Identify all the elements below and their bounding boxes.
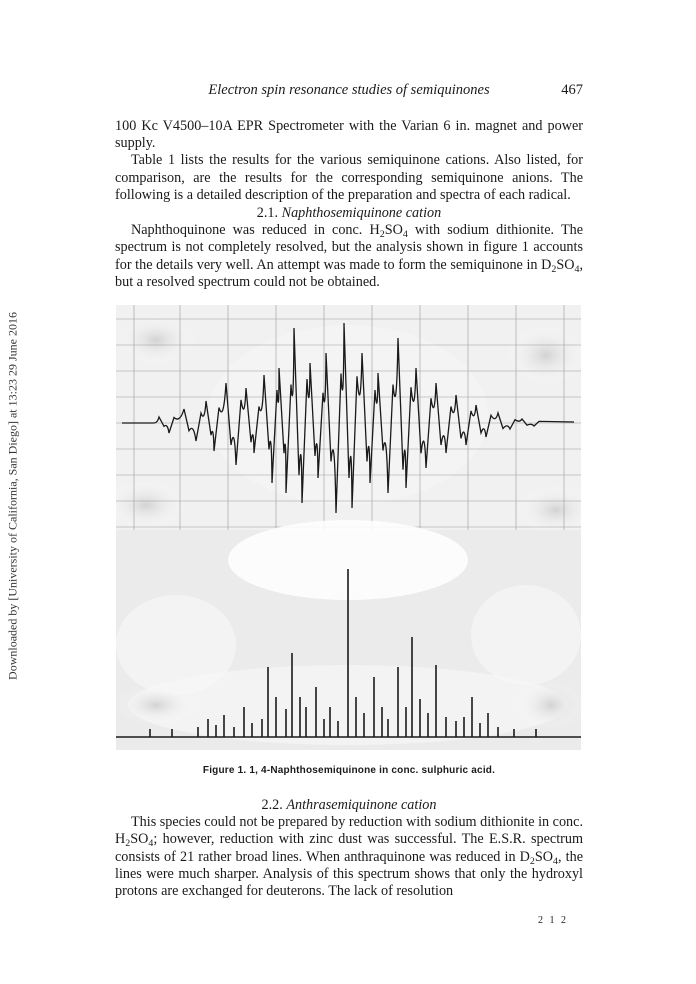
section-2-2-title: Anthrasemiquinone cation: [286, 797, 437, 813]
page-number: 467: [561, 82, 583, 98]
figure-1-graphic: [116, 305, 581, 750]
intro-block: [115, 118, 583, 204]
download-notice: [6, 286, 20, 706]
section-2-2-paragraph: This species could not be prepared by reduction with sodium dithionite in conc. $H_2SO_4$; however, reduction with zinc dust was successful. The E.S.R. spectrum consists of 21 rather broad lines. When anthraquinone was reduced in $D_2SO_4$, the lines were much sharper. Analysis of this spectrum shows that only the hydroxyl protons are exchanged for deuterons. The lack of resolution: [115, 814, 583, 900]
section-2-2-number: 2.2.: [261, 797, 283, 813]
section-2-1-paragraph: Naphthoquinone was reduced in conc. $H_2SO_4$ with sodium dithionite. The spectrum is not completely resolved, but the analysis shown in figure 1 accounts for the details very well. An attempt was made to form the semiquinone in $D_2SO_4$, but a resolved spectrum could not be obtained.: [115, 222, 584, 290]
figure-1: [116, 305, 581, 750]
section-2-1-number: 2.1.: [256, 205, 279, 221]
running-head: [115, 82, 583, 102]
printer-signature: 2 1 2: [538, 915, 568, 926]
section-2-2: [115, 797, 583, 900]
section-2-2-heading: [115, 797, 583, 814]
figure-1-caption: Figure 1. 1, 4-Naphthosemiquinone in conc. sulphuric acid.: [202, 765, 496, 776]
intro-paragraph-1: 100 Kc V4500–10A EPR Spectrometer with the Varian 6 in. magnet and power supply.: [115, 118, 583, 152]
download-notice-text: Downloaded by [University of California, San Diego] at 13:23 29 June 2016: [5, 312, 20, 680]
section-2-1: [115, 205, 583, 291]
section-2-1-heading: [115, 205, 583, 222]
section-2-1-title: Naphthosemiquinone cation: [281, 205, 442, 221]
chart-paper-background: [116, 305, 581, 535]
running-title: Electron spin resonance studies of semiquinones: [208, 82, 490, 98]
intro-paragraph-2: Table 1 lists the results for the various semiquinone cations. Also listed, for comparison, are the results for the corresponding semiquinone anions. The following is a detailed description of the preparation and spectra of each radical.: [115, 152, 583, 203]
